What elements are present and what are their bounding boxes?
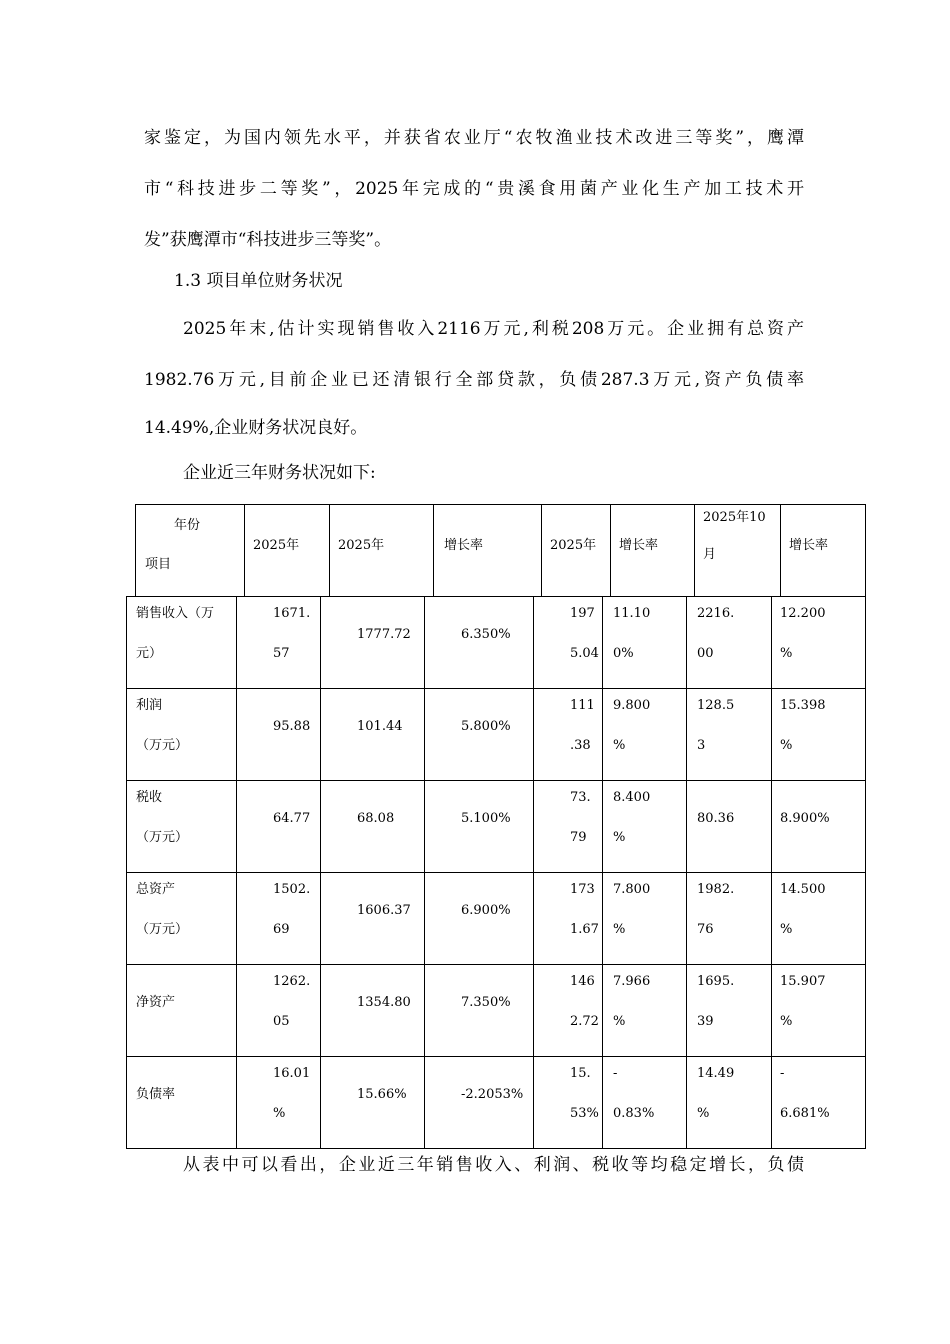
table-cell: 1502. 69 (237, 873, 321, 965)
table-row (127, 781, 866, 873)
table-cell: - 6.681% (772, 1057, 866, 1149)
table-cell: 64.77 (237, 781, 321, 873)
table-cell: 11.10 0% (603, 597, 687, 689)
table-cell: 173 1.67 (534, 873, 603, 965)
header-cell: 2025年10 月 (695, 505, 781, 597)
table-cell: 14.49 % (687, 1057, 772, 1149)
header-cell: 增长率 (781, 505, 866, 597)
table-cell: 1606.37 (321, 873, 425, 965)
header-cell: 增长率 (434, 505, 542, 597)
financial-table-body (126, 596, 866, 1149)
row-label-cell: 净资产 (127, 965, 237, 1057)
row-label-cell: 销售收入（万 元） (127, 597, 237, 689)
header-corner-cell (136, 505, 245, 597)
table-cell: 15.66% (321, 1057, 425, 1149)
table-cell: 1262. 05 (237, 965, 321, 1057)
table-cell: 1354.80 (321, 965, 425, 1057)
table-cell: 95.88 (237, 689, 321, 781)
table-cell: 111 .38 (534, 689, 603, 781)
table-cell: 6.350% (425, 597, 534, 689)
table-cell: 68.08 (321, 781, 425, 873)
table-row (127, 873, 866, 965)
table-cell: 197 5.04 (534, 597, 603, 689)
table-cell: 5.100% (425, 781, 534, 873)
table-row (127, 965, 866, 1057)
table-cell: 14.500 % (772, 873, 866, 965)
header-cell: 增长率 (611, 505, 695, 597)
section-heading: 1.3 项目单位财务状况 (174, 271, 343, 291)
table-cell: 1671. 57 (237, 597, 321, 689)
table-cell: 80.36 (687, 781, 772, 873)
header-cell: 2025年 (542, 505, 611, 597)
financial-table-header (135, 504, 866, 597)
table-cell: 73. 79 (534, 781, 603, 873)
header-cell: 2025年 (330, 505, 434, 597)
header-cell: 2025年 (245, 505, 330, 597)
table-cell: 15. 53% (534, 1057, 603, 1149)
table-cell: 101.44 (321, 689, 425, 781)
row-label-cell: 总资产 （万元） (127, 873, 237, 965)
header-item-label: 项目 (145, 557, 172, 572)
table-cell: 6.900% (425, 873, 534, 965)
paragraph-line: 企业近三年财务状况如下: (183, 463, 376, 483)
table-cell: 1982. 76 (687, 873, 772, 965)
table-row (127, 597, 866, 689)
table-cell: 1777.72 (321, 597, 425, 689)
paragraph-line: 发”获鹰潭市“科技进步三等奖”。 (144, 230, 392, 250)
table-cell: 15.907 % (772, 965, 866, 1057)
table-cell: -2.2053% (425, 1057, 534, 1149)
table-cell: 8.900% (772, 781, 866, 873)
table-cell: 9.800 % (603, 689, 687, 781)
table-cell: 5.800% (425, 689, 534, 781)
row-label-cell: 利润 （万元） (127, 689, 237, 781)
table-cell: 7.966 % (603, 965, 687, 1057)
table-cell: 8.400 % (603, 781, 687, 873)
row-label-cell: 负债率 (127, 1057, 237, 1149)
table-row (127, 1057, 866, 1149)
table-cell: 2216. 00 (687, 597, 772, 689)
table-cell: 16.01 % (237, 1057, 321, 1149)
paragraph-line: 1982.76万元,目前企业已还清银行全部贷款，负债287.3万元,资产负债率 (144, 370, 804, 390)
table-cell: 12.200 % (772, 597, 866, 689)
table-cell: - 0.83% (603, 1057, 687, 1149)
table-cell: 7.350% (425, 965, 534, 1057)
paragraph-line: 从表中可以看出，企业近三年销售收入、利润、税收等均稳定增长，负债 (183, 1155, 804, 1175)
table-cell: 7.800 % (603, 873, 687, 965)
table-row (127, 689, 866, 781)
table-cell: 15.398 % (772, 689, 866, 781)
paragraph-line: 2025年末,估计实现销售收入2116万元,利税208万元。企业拥有总资产 (183, 319, 804, 339)
paragraph-line: 14.49%,企业财务状况良好。 (144, 418, 368, 438)
row-label-cell: 税收 （万元） (127, 781, 237, 873)
table-cell: 1695. 39 (687, 965, 772, 1057)
paragraph-line: 家鉴定，为国内领先水平，并获省农业厅“农牧渔业技术改进三等奖”，鹰潭 (144, 128, 804, 148)
table-cell: 146 2.72 (534, 965, 603, 1057)
paragraph-line: 市“科技进步二等奖”，2025年完成的“贵溪食用菌产业化生产加工技术开 (144, 179, 804, 199)
table-cell: 128.5 3 (687, 689, 772, 781)
header-year-label: 年份 (174, 518, 201, 533)
